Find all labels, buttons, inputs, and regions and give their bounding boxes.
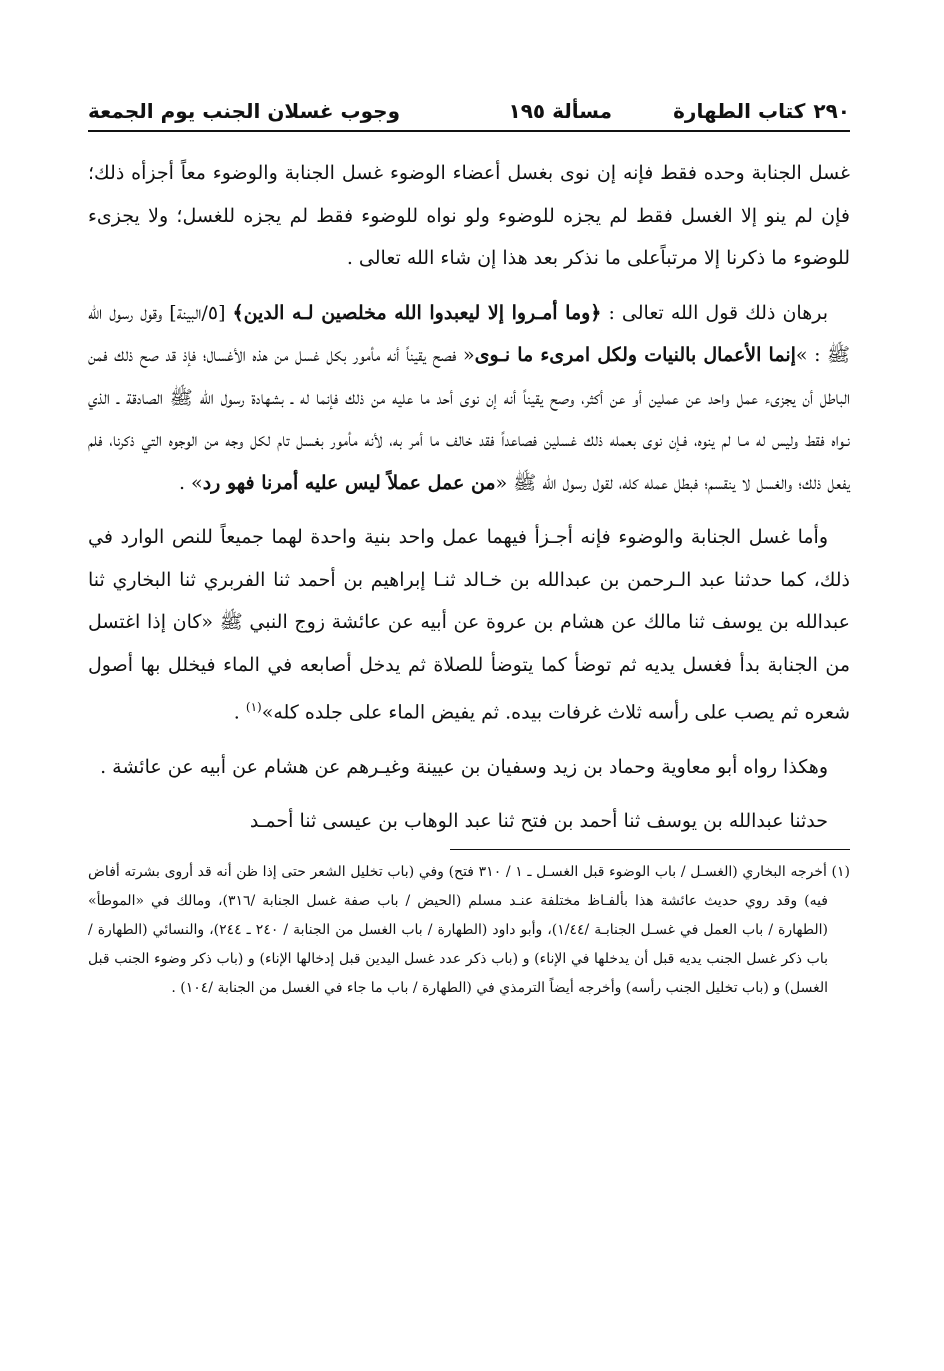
header-rule xyxy=(88,130,850,132)
book-title: كتاب الطهارة xyxy=(673,99,806,123)
paragraph-5: حدثنا عبدالله بن يوسف ثنا أحمد بن فتح ثنا عبد الوهاب بن عيسى ثنا أحمـد xyxy=(249,810,828,833)
p2-argument: « فصح يقيناً أنه مأمور بكل غسل من هذه الأغسال؛ فإذ قد صح ذلك فمن الباطل أن يجزىء عمل واحد عن عملين أو عن أكثر، وصح يقيناً أنه إن نوى أحد ما عليه من ذلك فإنما له ـ بشهادة رسول الله ﷺ الصادقة ـ الذي نـواه فقط وليس له مـا لم ينوه، فـإن نوى بعمله ذلك غسلين فصاعداً فقد خالف ما أمر به، لأنه مأمور بغسل تام لكل وجه من الوجوه التي ذكرنا، فلم يفعل ذلك؛ والغسل لا ينقسم؛ فبطل عمله كله، لقول رسول الله ﷺ « xyxy=(88,344,850,494)
issue-number: مسألة ١٩٥ xyxy=(508,99,612,123)
running-header xyxy=(88,96,850,126)
p2-end: » . xyxy=(178,471,203,494)
main-text xyxy=(88,152,850,843)
paragraph-3 xyxy=(88,516,850,734)
paragraph-2 xyxy=(88,292,850,505)
p2-ref: [٥/البينة] وقول رسول الله ﷺ : » xyxy=(88,301,850,366)
paragraph-1: غسل الجنابة وحده فقط فإنه إن نوى بغسل أعضاء الوضوء غسل الجنابة والوضوء معاً أجزأه ذلك؛ فإن لم ينو إلا الغسل فقط لم يجزه للوضوء ولو نواه للوضوء فقط لم يجزه للغسل؛ ولا يجزىء للوضوء ما ذكرنا إلا مرتباًعلى ما نذكر بعد هذا إن شاء الله تعالى . xyxy=(88,162,850,269)
footnotes xyxy=(88,858,850,1003)
quran-verse: ﴿وما أمـروا إلا ليعبدوا الله مخلصين لـه الدين﴾ xyxy=(232,301,602,324)
p2-intro: برهان ذلك قول الله تعالى : xyxy=(601,301,828,324)
footnote-ref: (١) xyxy=(245,700,262,714)
p3-text: وأما غسل الجنابة والوضوء فإنه أجـزأ فيهما عمل واحد بنية واحدة لهما جميعاً للنص الوارد في ذلك، كما حدثنا عبد الـرحمن بن عبدالله بن خـالد ثنـا إبراهيم بن أحمد ثنا الفربري ثنا البخاري ثنا عبدالله بن يوسف ثنا مالك عن هشام بن عروة عن أبيه عن عائشة زوج النبي ﷺ «كان إذا اغتسل من الجنابة بدأ فغسل يديه ثم توضأ كما يتوضأ للصلاة ثم يدخل أصابعه في الماء فيخلل بها أصول شعره ثم يصب على رأسه ثلاث غرفات بيده. ثم يفيض الماء على جلده كله» xyxy=(88,526,850,724)
hadith-rejected-deed: من عمل عملاً ليس عليه أمرنا فهو رد xyxy=(202,471,496,494)
paragraph-4: وهكذا رواه أبو معاوية وحماد بن زيد وسفيان بن عيينة وغيـرهم عن هشام عن أبيه عن عائشة . xyxy=(100,755,828,778)
header-book-info xyxy=(673,96,850,126)
footnote-1: (١) أخرجه البخاري (الغسـل / باب الوضوء قبل الغسـل ـ ١ / ٣١٠ فتح) وفي (باب تخليل الشعر حتى إذا ظن أنه قد أروى بشرته أفاض فيه) وقد روي حديث عائشة هذا بألفـاظ مختلفة عنـد مسلم (الحيض / باب صفة غسل الجنابة /٣١٦)، ومالك في «الموطأ» (الطهارة / باب العمل في غسـل الجنابـة /١/٤٤)، وأبو داود (الطهارة / باب الغسل من الجنابة / ٢٤٠ ـ ٢٤٤)، والنسائي (الطهارة / باب ذكر غسل الجنب يديه قبل أن يدخلها في الإناء) و (باب ذكر عدد غسل اليدين قبل إدخالها الإناء) و (باب ذكر وضوء الجنب قبل الغسل) و (باب تخليل الجنب رأسه) وأخرجه أيضاً الترمذي في (الطهارة / باب ما جاء في الغسل من الجنابة /١٠٤) . xyxy=(88,863,851,996)
footnote-rule xyxy=(450,849,850,850)
book-page xyxy=(88,96,850,1003)
page-number: ٢٩٠ xyxy=(813,99,850,123)
hadith-intentions: إنما الأعمال بالنيات ولكل امرىء ما نـوى xyxy=(474,344,796,366)
p3-end: . xyxy=(233,701,246,724)
section-title: وجوب غسلان الجنب يوم الجمعة xyxy=(88,99,401,123)
